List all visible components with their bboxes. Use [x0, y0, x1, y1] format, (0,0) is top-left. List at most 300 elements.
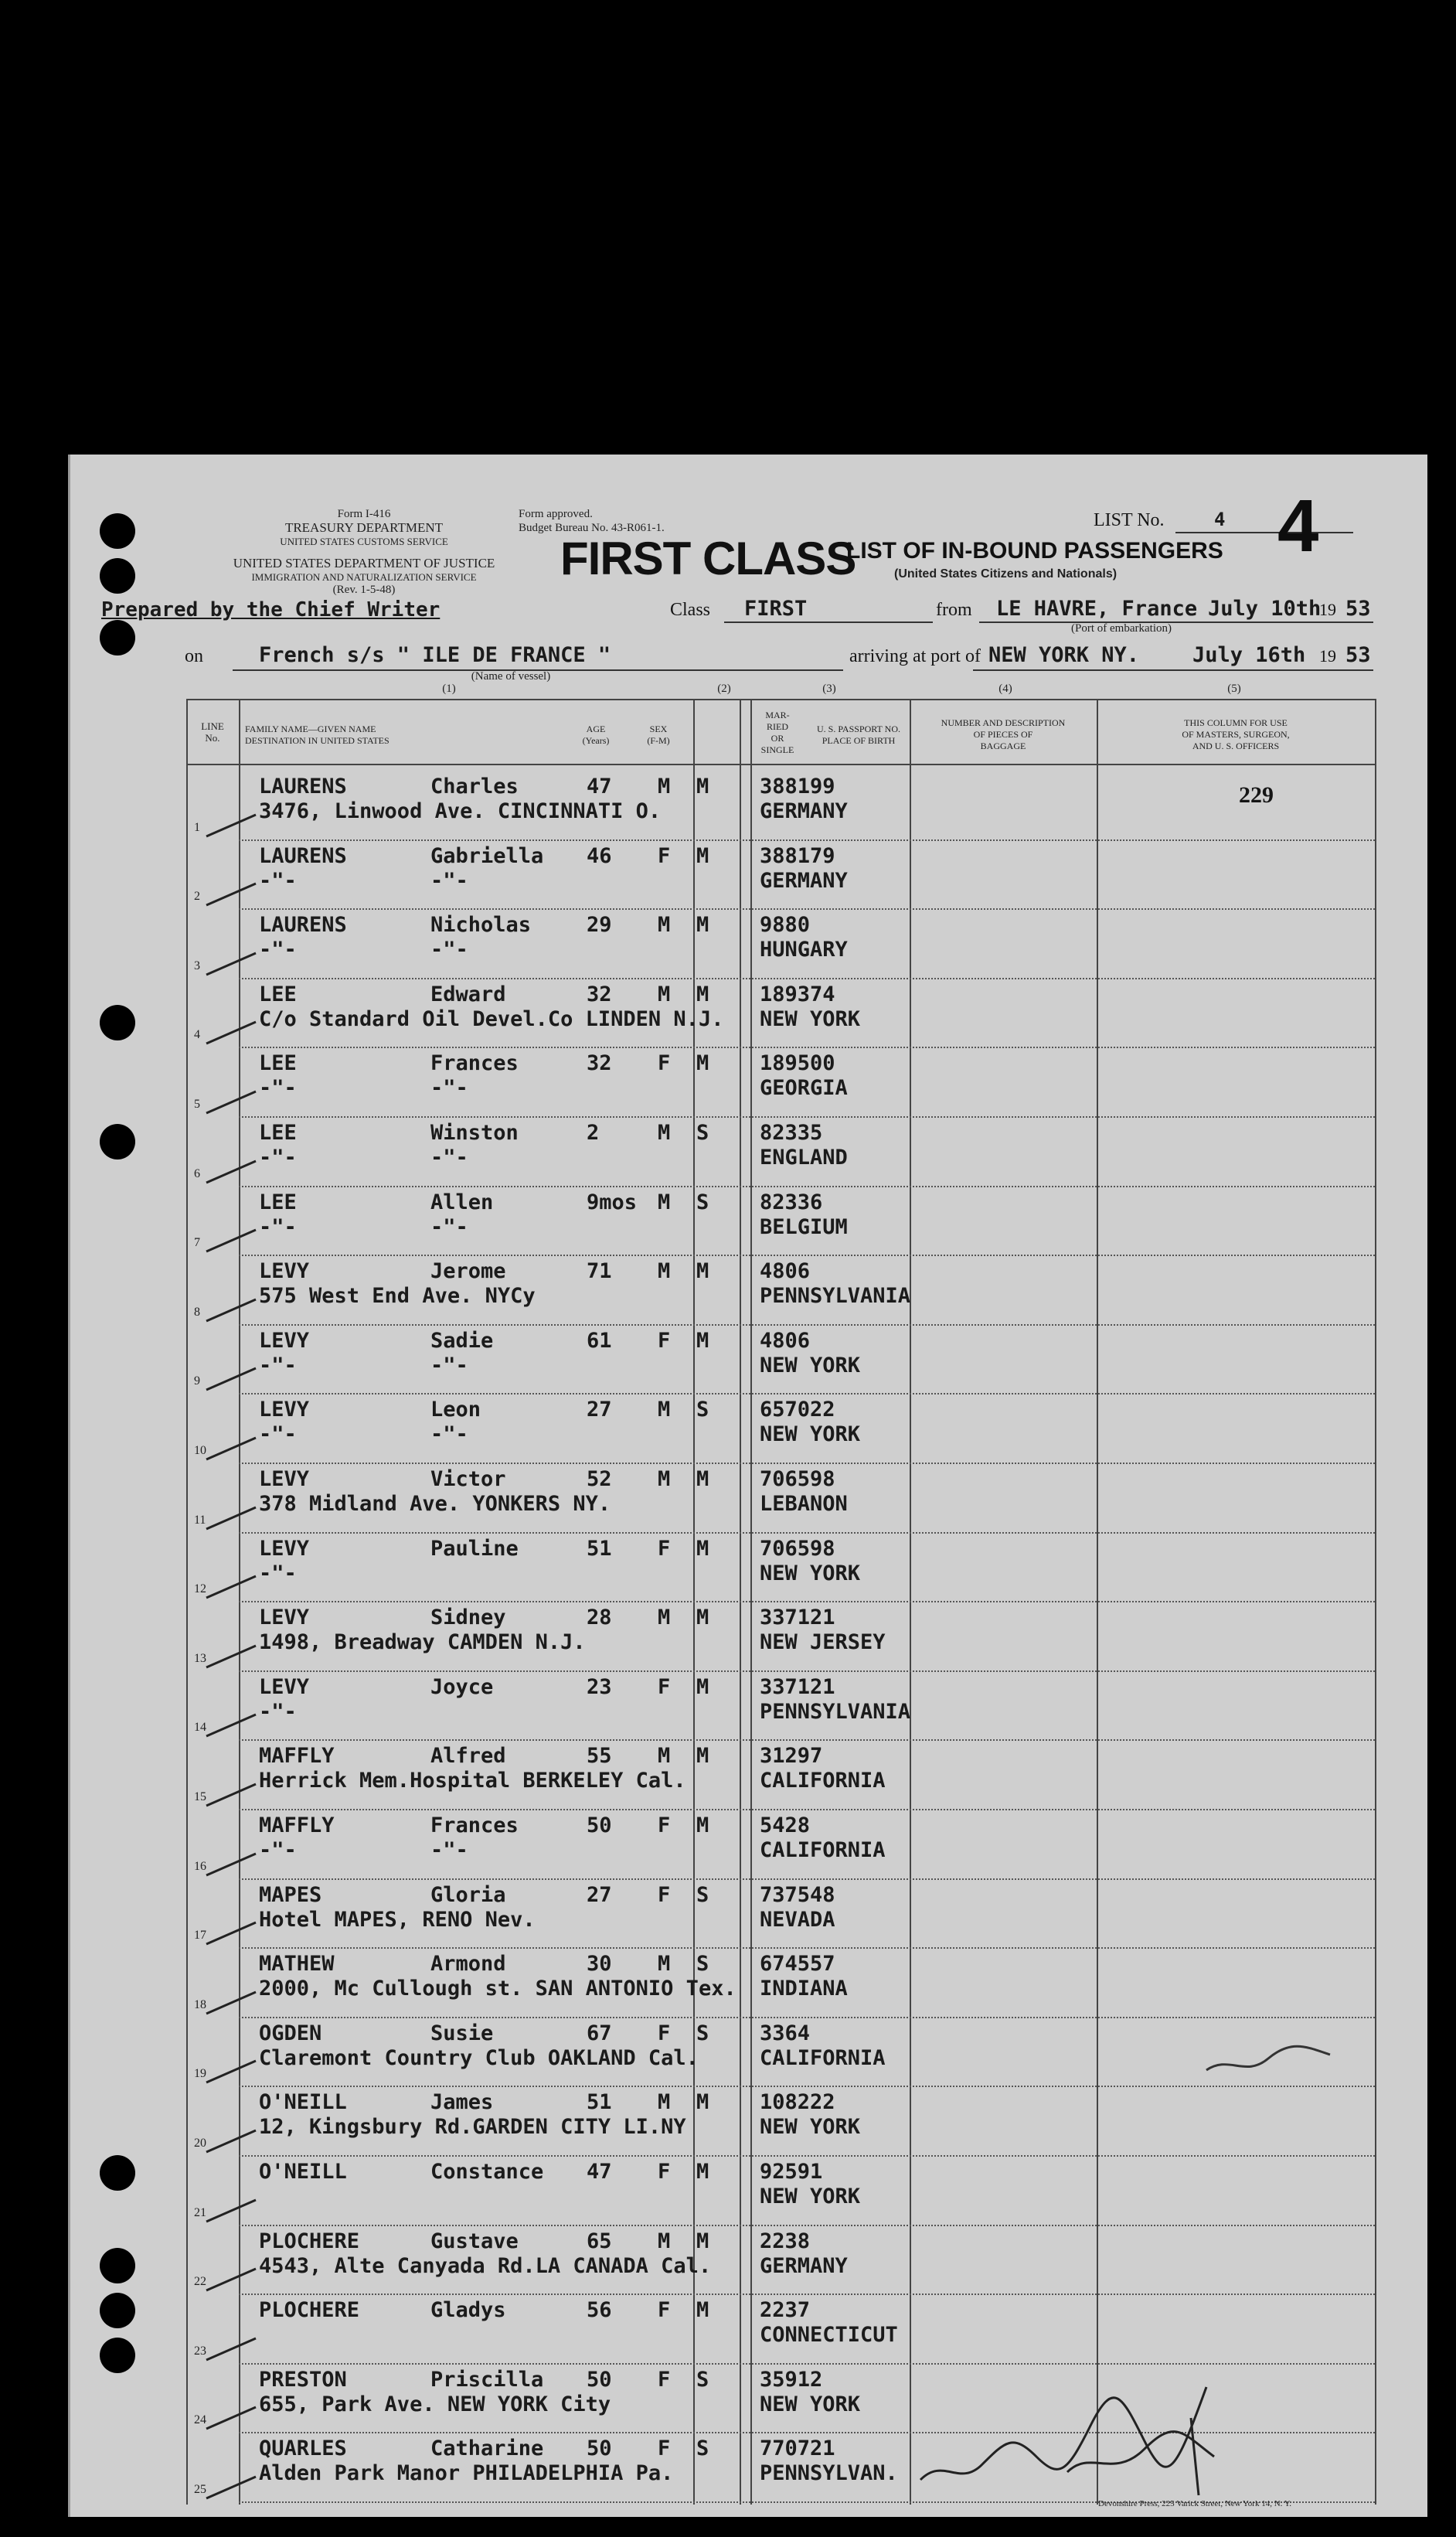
passport-number: 3364 — [760, 2021, 811, 2045]
check-mark — [202, 810, 264, 841]
given-name: Sadie — [430, 1328, 494, 1353]
given-name: Nicholas — [430, 913, 532, 938]
header-married: MAR- RIED OR SINGLE — [760, 710, 794, 755]
sex: M — [658, 982, 671, 1006]
destination-ditto: -"- — [430, 868, 468, 893]
line-number: 18 — [194, 1997, 206, 2011]
marital-status: S — [696, 1190, 709, 1214]
table-row — [70, 1880, 1427, 1950]
given-name: Armond — [430, 1952, 506, 1977]
place-of-birth: CALIFORNIA — [760, 2045, 886, 2070]
marital-status: M — [696, 1259, 709, 1284]
embark-date: July 10th — [1208, 597, 1322, 621]
marital-status: M — [696, 2160, 709, 2184]
age: 23 — [587, 1674, 612, 1699]
place-of-birth: ENGLAND — [760, 1146, 848, 1170]
header-passport: U. S. PASSPORT NO. PLACE OF BIRTH — [817, 724, 900, 746]
check-mark — [202, 1364, 264, 1394]
surname: OGDEN — [259, 2021, 322, 2045]
sex: M — [658, 913, 671, 938]
place-of-birth: PENNSYLVAN. — [760, 2461, 898, 2486]
given-name: Gustave — [430, 2229, 519, 2253]
passport-number: 82335 — [760, 1121, 823, 1145]
place-of-birth: NEW YORK — [760, 1353, 861, 1377]
vessel-caption: (Name of vessel) — [471, 670, 551, 683]
given-name: Joyce — [430, 1674, 494, 1699]
check-mark — [202, 2264, 264, 2295]
line-number: 4 — [194, 1028, 200, 1042]
destination-address: Hotel MAPES, RENO Nev. — [259, 1907, 536, 1932]
marital-status: M — [696, 1051, 709, 1076]
check-mark — [202, 948, 264, 979]
place-of-birth: NEW YORK — [760, 1561, 861, 1585]
given-name: Pauline — [430, 1536, 519, 1561]
line-number: 6 — [194, 1166, 200, 1180]
place-of-birth: CALIFORNIA — [760, 1838, 886, 1862]
header-name: FAMILY NAME—GIVEN NAME DESTINATION IN UNITED STATES — [245, 724, 390, 746]
table-row — [70, 1118, 1427, 1187]
given-name: Jerome — [430, 1259, 506, 1284]
immigration-service: IMMIGRATION AND NATURALIZATION SERVICE — [251, 571, 477, 583]
list-title: LIST OF IN-BOUND PASSENGERS — [846, 538, 1223, 564]
line-number: 10 — [194, 1443, 206, 1457]
surname: LEE — [259, 982, 297, 1006]
destination-ditto: -"- — [430, 1214, 468, 1239]
vessel-name: French s/s " ILE DE FRANCE " — [259, 643, 611, 667]
surname: LEVY — [259, 1398, 310, 1422]
passport-number: 674557 — [760, 1952, 835, 1977]
passport-number: 2237 — [760, 2298, 811, 2323]
check-mark — [202, 2472, 264, 2503]
surname: LEVY — [259, 1328, 310, 1353]
check-mark — [202, 1156, 264, 1187]
destination-address: -"- — [259, 1699, 297, 1724]
sex: F — [658, 2160, 671, 2184]
age: 32 — [587, 982, 612, 1006]
check-mark — [202, 2195, 264, 2226]
line-number: 20 — [194, 2136, 206, 2150]
check-mark — [202, 1503, 264, 1534]
destination-address: -"- — [259, 1838, 297, 1862]
place-of-birth: CONNECTICUT — [760, 2323, 898, 2348]
check-mark — [202, 1087, 264, 1118]
surname: LAURENS — [259, 913, 347, 938]
form-id: Form I-416 — [337, 508, 391, 520]
form-approved: Form approved. — [519, 508, 593, 520]
line-number: 2 — [194, 890, 200, 904]
marital-status: S — [696, 1398, 709, 1422]
class-label: Class — [670, 600, 711, 620]
surname: MAFFLY — [259, 1744, 335, 1769]
given-name: Charles — [430, 775, 519, 799]
place-of-birth: NEVADA — [760, 1907, 835, 1932]
marital-status: M — [696, 2229, 709, 2253]
check-mark — [202, 1918, 264, 1949]
destination-address: -"- — [259, 1353, 297, 1377]
destination-address: 12, Kingsbury Rd.GARDEN CITY LI.NY — [259, 2115, 686, 2140]
sex: M — [658, 1744, 671, 1769]
prepared-by: Prepared by the Chief Writer — [101, 598, 441, 621]
destination-address: -"- — [259, 1422, 297, 1447]
line-number: 13 — [194, 1651, 206, 1665]
passport-number: 337121 — [760, 1674, 835, 1699]
line-number: 21 — [194, 2205, 206, 2219]
destination-ditto: -"- — [430, 938, 468, 962]
marital-status: M — [696, 2090, 709, 2115]
surname: PLOCHERE — [259, 2229, 360, 2253]
table-header-rule — [186, 764, 1375, 765]
line-number: 17 — [194, 1929, 206, 1943]
age: 51 — [587, 2090, 612, 2115]
destination-address: -"- — [259, 1214, 297, 1239]
passport-number: 189374 — [760, 982, 835, 1006]
sex: F — [658, 1674, 671, 1699]
destination-address: -"- — [259, 1146, 297, 1170]
passport-number: 4806 — [760, 1328, 811, 1353]
passport-number: 4806 — [760, 1259, 811, 1284]
check-mark — [202, 1572, 264, 1602]
passport-number: 770721 — [760, 2437, 835, 2461]
passport-number: 388199 — [760, 775, 835, 799]
place-of-birth: NEW YORK — [760, 1422, 861, 1447]
first-class-stamp: FIRST CLASS — [560, 533, 856, 584]
age: 71 — [587, 1259, 612, 1284]
passport-number: 388179 — [760, 843, 835, 868]
line-number: 22 — [194, 2275, 206, 2289]
destination-address: Herrick Mem.Hospital BERKELEY Cal. — [259, 1769, 686, 1793]
year-prefix-2: 19 — [1319, 646, 1336, 666]
table-row — [70, 1187, 1427, 1257]
table-row — [70, 771, 1427, 841]
destination-ditto: -"- — [430, 1076, 468, 1101]
age: 32 — [587, 1051, 612, 1076]
place-of-birth: NEW JERSEY — [760, 1630, 886, 1655]
given-name: Gladys — [430, 2298, 506, 2323]
destination-address: 3476, Linwood Ave. CINCINNATI O. — [259, 799, 662, 823]
punch-hole — [100, 513, 135, 549]
given-name: Winston — [430, 1121, 519, 1145]
list-number-typed: 4 — [1214, 509, 1226, 530]
check-mark — [202, 1710, 264, 1741]
marital-status: S — [696, 1882, 709, 1907]
marital-status: M — [696, 1813, 709, 1837]
sex: M — [658, 1467, 671, 1491]
column-number-3: (3) — [822, 683, 836, 695]
given-name: Sidney — [430, 1606, 506, 1630]
surname: O'NEILL — [259, 2160, 347, 2184]
on-label: on — [185, 646, 203, 666]
passport-number: 82336 — [760, 1190, 823, 1214]
passport-number: 5428 — [760, 1813, 811, 1837]
age: 47 — [587, 775, 612, 799]
sex: M — [658, 1398, 671, 1422]
age: 50 — [587, 2367, 612, 2392]
handwritten-mark — [1199, 2039, 1338, 2086]
destination-address: C/o Standard Oil Devel.Co LINDEN N.J. — [259, 1006, 724, 1031]
age: 27 — [587, 1398, 612, 1422]
age: 55 — [587, 1744, 612, 1769]
age: 50 — [587, 2437, 612, 2461]
passport-number: 9880 — [760, 913, 811, 938]
check-mark — [202, 1295, 264, 1326]
line-number: 9 — [194, 1374, 200, 1388]
given-name: Frances — [430, 1813, 519, 1837]
check-mark — [202, 1779, 264, 1810]
handwritten-signature — [913, 2341, 1237, 2511]
marital-status: M — [696, 982, 709, 1006]
age: 29 — [587, 913, 612, 938]
surname: MAPES — [259, 1882, 322, 1907]
marital-status: S — [696, 2437, 709, 2461]
passport-number: 108222 — [760, 2090, 835, 2115]
destination-address: 4543, Alte Canyada Rd.LA CANADA Cal. — [259, 2253, 712, 2278]
sex: M — [658, 1121, 671, 1145]
list-number-underline — [1175, 532, 1353, 533]
destination-address: Alden Park Manor PHILADELPHIA Pa. — [259, 2461, 674, 2486]
line-number: 25 — [194, 2482, 206, 2496]
check-mark — [202, 2126, 264, 2157]
table-row — [70, 2087, 1427, 2157]
given-name: Allen — [430, 1190, 494, 1214]
marital-status: S — [696, 2021, 709, 2045]
place-of-birth: GERMANY — [760, 868, 848, 893]
sex: F — [658, 2298, 671, 2323]
place-of-birth: LEBANON — [760, 1492, 848, 1516]
column-number-5: (5) — [1227, 683, 1241, 695]
table-row — [70, 1949, 1427, 2018]
line-number: 16 — [194, 1859, 206, 1873]
destination-address: 378 Midland Ave. YONKERS NY. — [259, 1492, 611, 1516]
class-underline — [724, 621, 933, 623]
class-value: FIRST — [744, 597, 808, 621]
given-name: Frances — [430, 1051, 519, 1076]
embark-port: LE HAVRE, France — [996, 597, 1198, 621]
surname: LEVY — [259, 1467, 310, 1491]
header-officers: THIS COLUMN FOR USE OF MASTERS, SURGEON, AND U. S. OFFICERS — [1182, 717, 1290, 751]
given-name: Edward — [430, 982, 506, 1006]
line-number: 3 — [194, 959, 200, 972]
printer-imprint: Devonshire Press, 225 Varick Street, New York 14, N. Y. — [1098, 2499, 1292, 2508]
table-row — [70, 1326, 1427, 1395]
passport-number: 35912 — [760, 2367, 823, 2392]
table-row — [70, 1672, 1427, 1742]
destination-address: 2000, Mc Cullough st. SAN ANTONIO Tex. — [259, 1977, 737, 2001]
check-mark — [202, 1017, 264, 1048]
punch-hole — [100, 558, 135, 594]
table-row — [70, 1048, 1427, 1118]
check-mark — [202, 1987, 264, 2018]
table-row — [70, 1394, 1427, 1464]
check-mark — [202, 2402, 264, 2433]
place-of-birth: GERMANY — [760, 799, 848, 823]
table-row — [70, 1602, 1427, 1672]
destination-address: -"- — [259, 1561, 297, 1585]
place-of-birth: PENNSYLVANIA — [760, 1284, 911, 1309]
line-number: 23 — [194, 2344, 206, 2358]
check-mark — [202, 1433, 264, 1464]
check-mark — [202, 879, 264, 910]
column-number-1: (1) — [442, 683, 456, 695]
sex: M — [658, 1606, 671, 1630]
passport-number: 706598 — [760, 1467, 835, 1491]
table-row — [70, 1464, 1427, 1534]
given-name: Victor — [430, 1467, 506, 1491]
line-number: 24 — [194, 2413, 206, 2427]
destination-address: -"- — [259, 1076, 297, 1101]
treasury-department: TREASURY DEPARTMENT — [284, 520, 444, 535]
sex: M — [658, 1190, 671, 1214]
table-row — [70, 841, 1427, 911]
age: 47 — [587, 2160, 612, 2184]
place-of-birth: GERMANY — [760, 2253, 848, 2278]
place-of-birth: NEW YORK — [760, 2185, 861, 2208]
age: 27 — [587, 1882, 612, 1907]
given-name: James — [430, 2090, 494, 2115]
column-number-4: (4) — [998, 683, 1012, 695]
surname: LEVY — [259, 1674, 310, 1699]
given-name: Constance — [430, 2160, 544, 2184]
punch-hole — [100, 620, 135, 656]
sex: F — [658, 2021, 671, 2045]
line-number: 1 — [194, 820, 200, 834]
header-age: AGE (Years) — [582, 724, 610, 746]
given-name: Catharine — [430, 2437, 544, 2461]
age: 67 — [587, 2021, 612, 2045]
passenger-list-sheet — [68, 455, 1427, 2517]
age: 50 — [587, 1813, 612, 1837]
column-number-2: (2) — [717, 683, 731, 695]
list-subtitle: (United States Citizens and Nationals) — [894, 567, 1118, 581]
age: 61 — [587, 1328, 612, 1353]
surname: MATHEW — [259, 1952, 335, 1977]
arrival-port: NEW YORK NY. — [988, 643, 1140, 667]
check-mark — [202, 1849, 264, 1880]
age: 52 — [587, 1467, 612, 1491]
header-sex: SEX (F-M) — [647, 724, 670, 746]
line-number: 14 — [194, 1721, 206, 1735]
place-of-birth: GEORGIA — [760, 1076, 848, 1101]
officer-note: 229 — [1239, 782, 1274, 808]
table-row — [70, 1741, 1427, 1810]
header-baggage: NUMBER AND DESCRIPTION OF PIECES OF BAGGAGE — [941, 717, 1066, 751]
surname: LEE — [259, 1121, 297, 1145]
surname: MAFFLY — [259, 1813, 335, 1837]
port-caption: (Port of embarkation) — [1071, 622, 1172, 635]
age: 51 — [587, 1536, 612, 1561]
year-prefix-1: 19 — [1319, 600, 1336, 619]
surname: LEE — [259, 1190, 297, 1214]
surname: LEE — [259, 1051, 297, 1076]
place-of-birth: BELGIUM — [760, 1214, 848, 1239]
age: 65 — [587, 2229, 612, 2253]
passport-number: 31297 — [760, 1744, 823, 1769]
marital-status: S — [696, 2367, 709, 2392]
destination-address: -"- — [259, 938, 297, 962]
given-name: Susie — [430, 2021, 494, 2045]
destination-address: -"- — [259, 868, 297, 893]
place-of-birth: NEW YORK — [760, 2115, 861, 2140]
line-number: 11 — [194, 1513, 206, 1527]
check-mark — [202, 1641, 264, 1672]
destination-ditto: -"- — [430, 1422, 468, 1447]
marital-status: M — [696, 1536, 709, 1561]
table-row — [70, 2157, 1427, 2226]
given-name: Gloria — [430, 1882, 506, 1907]
arriving-label: arriving at port of — [849, 646, 981, 666]
arrival-year: 53 — [1345, 643, 1371, 667]
age: 30 — [587, 1952, 612, 1977]
marital-status: M — [696, 1744, 709, 1769]
surname: LAURENS — [259, 775, 347, 799]
line-number: 19 — [194, 2067, 206, 2081]
table-row — [70, 1534, 1427, 1603]
line-number: 7 — [194, 1236, 200, 1250]
place-of-birth: HUNGARY — [760, 938, 848, 962]
destination-ditto: -"- — [430, 1838, 468, 1862]
age: 46 — [587, 843, 612, 868]
age: 56 — [587, 2298, 612, 2323]
passport-number: 337121 — [760, 1606, 835, 1630]
marital-status: M — [696, 843, 709, 868]
marital-status: M — [696, 1328, 709, 1353]
surname: PRESTON — [259, 2367, 347, 2392]
destination-address: Claremont Country Club OAKLAND Cal. — [259, 2045, 699, 2070]
sex: F — [658, 1328, 671, 1353]
arrival-underline — [973, 669, 1373, 671]
marital-status: S — [696, 1952, 709, 1977]
marital-status: M — [696, 913, 709, 938]
sex: M — [658, 1952, 671, 1977]
table-row — [70, 979, 1427, 1049]
passport-number: 189500 — [760, 1051, 835, 1076]
surname: LEVY — [259, 1259, 310, 1284]
line-number: 5 — [194, 1097, 200, 1111]
line-number: 8 — [194, 1305, 200, 1319]
sex: F — [658, 1051, 671, 1076]
list-number-stamp: 4 — [1277, 485, 1319, 567]
place-of-birth: NEW YORK — [760, 2392, 861, 2416]
check-mark — [202, 2334, 264, 2365]
given-name: Gabriella — [430, 843, 544, 868]
surname: LEVY — [259, 1606, 310, 1630]
destination-address: 1498, Breadway CAMDEN N.J. — [259, 1630, 586, 1655]
passport-number: 706598 — [760, 1536, 835, 1561]
list-number-label: LIST No. — [1094, 510, 1165, 530]
sex: F — [658, 1882, 671, 1907]
place-of-birth: PENNSYLVANIA — [760, 1699, 911, 1724]
table-row — [70, 910, 1427, 979]
passport-number: 657022 — [760, 1398, 835, 1422]
age: 9mos — [587, 1190, 638, 1214]
place-of-birth: INDIANA — [760, 1977, 848, 2001]
table-row — [70, 2226, 1427, 2296]
table-row — [70, 1256, 1427, 1326]
table-row — [70, 1810, 1427, 1880]
arrival-date: July 16th — [1192, 643, 1306, 667]
line-number: 15 — [194, 1790, 206, 1803]
sex: F — [658, 2367, 671, 2392]
line-number: 12 — [194, 1582, 206, 1596]
surname: O'NEILL — [259, 2090, 347, 2115]
surname: LEVY — [259, 1536, 310, 1561]
sex: M — [658, 2229, 671, 2253]
sex: F — [658, 2437, 671, 2461]
sex: F — [658, 1536, 671, 1561]
check-mark — [202, 1225, 264, 1256]
surname: LAURENS — [259, 843, 347, 868]
check-mark — [202, 2056, 264, 2087]
sex: M — [658, 2090, 671, 2115]
